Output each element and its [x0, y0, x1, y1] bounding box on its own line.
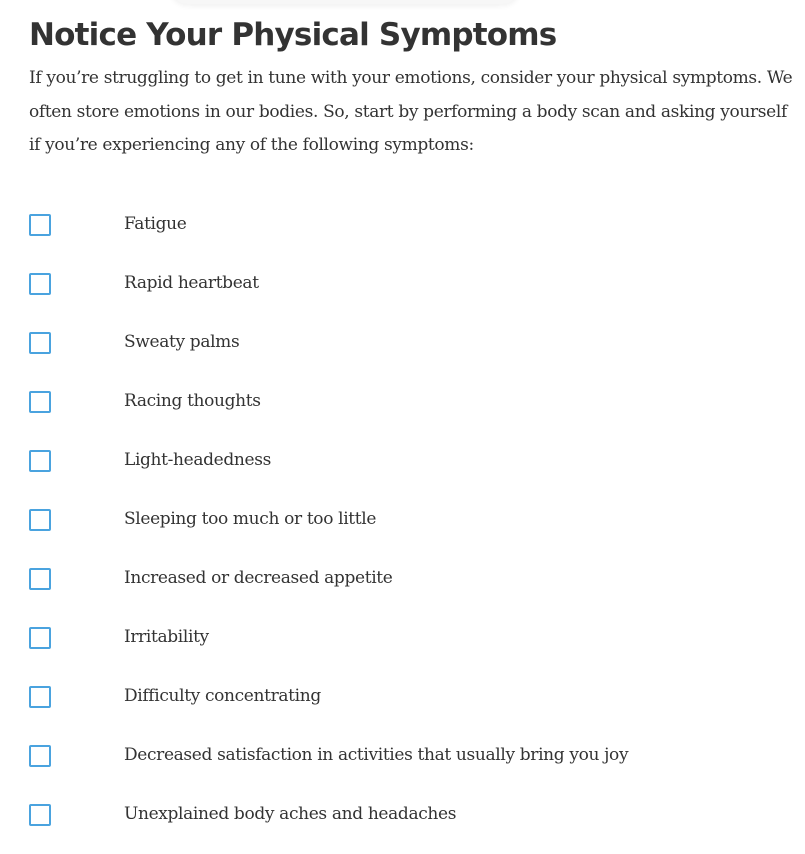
checklist-item-racing-thoughts[interactable] [29, 391, 729, 417]
checkbox[interactable] [29, 509, 51, 531]
checklist-item-sweaty-palms[interactable] [29, 332, 729, 358]
checklist-item-label: Sweaty palms [124, 332, 240, 352]
checklist-item-rapid-heartbeat[interactable] [29, 273, 729, 299]
checkbox[interactable] [29, 745, 51, 767]
checkbox[interactable] [29, 332, 51, 354]
checklist-item-appetite[interactable] [29, 568, 729, 594]
checklist-item-label: Increased or decreased appetite [124, 568, 393, 588]
checkbox[interactable] [29, 391, 51, 413]
checklist-item-label: Light-headedness [124, 450, 271, 470]
checkbox[interactable] [29, 450, 51, 472]
checklist-item-label: Fatigue [124, 214, 187, 234]
section-title: Notice Your Physical Symptoms [29, 17, 557, 53]
checklist-item-label: Sleeping too much or too little [124, 509, 377, 529]
checkbox[interactable] [29, 804, 51, 826]
checklist-item-label: Unexplained body aches and headaches [124, 804, 457, 824]
checklist-item-difficulty-concentrating[interactable] [29, 686, 729, 712]
checklist-item-irritability[interactable] [29, 627, 729, 653]
checklist-item-label: Racing thoughts [124, 391, 261, 411]
intro-paragraph: If you’re struggling to get in tune with your emotions, consider your physical symptoms. We often store emotions in our bodies. So, start by performing a body scan and asking yourself if you’re experiencing any of the following symptoms: [29, 68, 793, 155]
checkbox[interactable] [29, 686, 51, 708]
checklist-item-decreased-satisfaction[interactable] [29, 745, 729, 771]
checkbox[interactable] [29, 627, 51, 649]
checklist-item-sleeping[interactable] [29, 509, 729, 535]
checkbox[interactable] [29, 568, 51, 590]
checkbox[interactable] [29, 214, 51, 236]
checkbox[interactable] [29, 273, 51, 295]
checklist-item-fatigue[interactable] [29, 214, 729, 240]
checklist-item-body-aches[interactable] [29, 804, 729, 830]
checklist-item-light-headedness[interactable] [29, 450, 729, 476]
checklist-item-label: Irritability [124, 627, 209, 647]
checklist-item-label: Difficulty concentrating [124, 686, 321, 706]
checklist-item-label: Decreased satisfaction in activities that usually bring you joy [124, 745, 629, 765]
checklist-item-label: Rapid heartbeat [124, 273, 259, 293]
